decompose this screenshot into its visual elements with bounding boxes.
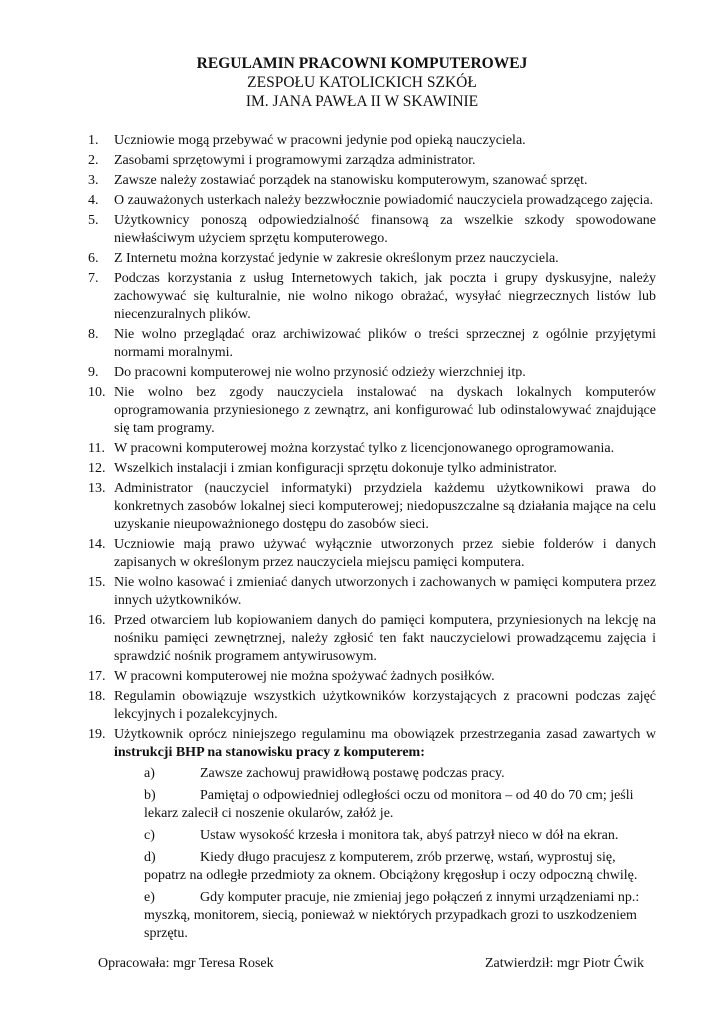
rule-text: Administrator (nauczyciel informatyki) przydziela każdemu użytkownikowi prawa do konkretnych zasobów lokalnej sieci komputerowej; niedopuszczalne są działania mające na celu uzyskanie nieupoważnionego dostępu do zasobów sieci. — [114, 481, 656, 532]
rule-number: 14. — [88, 537, 106, 552]
rule-number: 2. — [88, 153, 99, 168]
bhp-item — [114, 849, 656, 885]
rule-number: 7. — [88, 271, 99, 286]
rule-text: Przed otwarciem lub kopiowaniem danych do pamięci komputera, przyniesionych na lekcję na nośniku pamięci zewnętrznej, należy zgłosić ten fakt nauczycielowi prowadzącemu zajęcia i sprawdzić nośnik programem antywirusowym. — [114, 613, 656, 664]
rule-item — [88, 152, 656, 170]
rule-text: Użytkownicy ponoszą odpowiedzialność finansową za wszelkie szkody spowodowane niewłaściwym użyciem sprzętu komputerowego. — [114, 213, 656, 246]
rule-number: 9. — [88, 365, 99, 380]
rule-item — [88, 668, 656, 686]
bhp-instruction-title: instrukcji BHP na stanowisku pracy z komputerem: — [114, 745, 425, 760]
rule-number: 1. — [88, 133, 99, 148]
bhp-item-text: Zawsze zachowuj prawidłową postawę podczas pracy. — [200, 766, 505, 781]
bhp-item-letter: d) — [144, 850, 156, 865]
rule-number: 19. — [88, 727, 106, 742]
bhp-item-text: Ustaw wysokość krzesła i monitora tak, abyś patrzył nieco w dół na ekran. — [200, 828, 619, 843]
rule-item — [88, 536, 656, 572]
rule-text: Wszelkich instalacji i zmian konfiguracji sprzętu dokonuje tylko administrator. — [114, 461, 557, 476]
rule-item — [88, 688, 656, 724]
rule-number: 5. — [88, 213, 99, 228]
rule-text: O zauważonych usterkach należy bezzwłocznie powiadomić nauczyciela prowadzącego zajęcia. — [114, 193, 654, 208]
rule-item — [88, 192, 656, 210]
rule-text: Podczas korzystania z usług Internetowych takich, jak poczta i grupy dyskusyjne, należy zachowywać się kulturalnie, nie wolno nikogo obrażać, wysyłać niegrzecznych listów lub niecenzuralnych plików. — [114, 271, 656, 322]
rule-item — [88, 326, 656, 362]
rule-item — [88, 172, 656, 190]
bhp-item-text: Kiedy długo pracujesz z komputerem, zrób przerwę, wstań, wyprostuj się, popatrz na odległe przedmioty za oknem. Obciążony kręgosłup i oczy odpoczną chwilę. — [144, 850, 638, 883]
rule-item — [88, 132, 656, 150]
rule-item — [88, 574, 656, 610]
rule-item — [88, 440, 656, 458]
rule-text: Nie wolno bez zgody nauczyciela instalować na dyskach lokalnych komputerów oprogramowania przyniesionego z zewnątrz, ani konfigurować lub odinstalowywać znajdujące się tam programy. — [114, 385, 656, 436]
rule-item — [88, 384, 656, 438]
rule-number: 4. — [88, 193, 99, 208]
rule-text: Z Internetu można korzystać jedynie w zakresie określonym przez nauczyciela. — [114, 251, 559, 266]
rules-list — [88, 132, 656, 947]
approved-by: Zatwierdził: mgr Piotr Ćwik — [484, 956, 644, 971]
rule-text: Uczniowie mogą przebywać w pracowni jedynie pod opieką nauczyciela. — [114, 133, 526, 148]
rule-number: 3. — [88, 173, 99, 188]
bhp-item — [114, 787, 656, 823]
rule-item — [88, 270, 656, 324]
bhp-item-letter: b) — [144, 788, 156, 803]
rule-text: W pracowni komputerowej nie można spożywać żadnych posiłków. — [114, 669, 495, 684]
rule-text: Nie wolno przeglądać oraz archiwizować plików o treści sprzecznej z ogólnie przyjętymi normami moralnymi. — [114, 327, 656, 360]
rule-number: 13. — [88, 481, 106, 496]
document-header — [0, 54, 724, 111]
rule-number: 12. — [88, 461, 106, 476]
bhp-item-letter: a) — [144, 766, 155, 781]
prepared-by: Opracowała: mgr Teresa Rosek — [98, 956, 274, 971]
rule-item — [88, 212, 656, 248]
rule-number: 8. — [88, 327, 99, 342]
bhp-item-letter: c) — [144, 828, 155, 843]
rule-text: Nie wolno kasować i zmieniać danych utworzonych i zachowanych w pamięci komputera przez innych użytkowników. — [114, 575, 656, 608]
bhp-item-text: Gdy komputer pracuje, nie zmieniaj jego połączeń z innymi urządzeniami np.: myszką, monitorem, siecią, ponieważ w niektórych przypadkach grozi to uszkodzeniem sprzętu. — [144, 890, 640, 941]
rule-number: 11. — [88, 441, 105, 456]
rule-item — [88, 250, 656, 268]
rule-item — [88, 612, 656, 666]
rule-number: 6. — [88, 251, 99, 266]
bhp-item — [114, 889, 656, 943]
school-patron: IM. JANA PAWŁA II W SKAWINIE — [245, 93, 479, 110]
rule-item — [88, 364, 656, 382]
rule-item — [88, 726, 656, 943]
bhp-item — [114, 827, 656, 845]
rule-text: Uczniowie mają prawo używać wyłącznie utworzonych przez siebie folderów i danych zapisanych w określonym przez nauczyciela miejscu pamięci komputera. — [114, 537, 656, 570]
rule-number: 17. — [88, 669, 106, 684]
rule-text: Zasobami sprzętowymi i programowymi zarządza administrator. — [114, 153, 476, 168]
rule-text: Regulamin obowiązuje wszystkich użytkowników korzystających z pracowni podczas zajęć lekcyjnych i pozalekcyjnych. — [114, 689, 656, 722]
rule-number: 15. — [88, 575, 106, 590]
rule-text: Do pracowni komputerowej nie wolno przynosić odzieży wierzchniej itp. — [114, 365, 526, 380]
bhp-item-letter: e) — [144, 890, 155, 905]
rule-19-text: Użytkownik oprócz niniejszego regulaminu ma obowiązek przestrzegania zasad zawartych w — [114, 727, 656, 742]
school-name: ZESPOŁU KATOLICKICH SZKÓŁ — [247, 74, 477, 91]
rule-item — [88, 460, 656, 478]
rule-number: 16. — [88, 613, 106, 628]
rule-number: 10. — [88, 385, 106, 400]
bhp-item-text: Pamiętaj o odpowiedniej odległości oczu od monitora – od 40 do 70 cm; jeśli lekarz zalecił ci noszenie okularów, załóż je. — [144, 788, 634, 821]
bhp-list — [114, 765, 656, 943]
rule-text: W pracowni komputerowej można korzystać tylko z licencjonowanego oprogramowania. — [114, 441, 615, 456]
rule-text: Zawsze należy zostawiać porządek na stanowisku komputerowym, szanować sprzęt. — [114, 173, 588, 188]
rule-number: 18. — [88, 689, 106, 704]
rule-text — [114, 726, 656, 762]
bhp-item — [114, 765, 656, 783]
document-title: REGULAMIN PRACOWNI KOMPUTEROWEJ — [196, 55, 528, 72]
rule-item — [88, 480, 656, 534]
